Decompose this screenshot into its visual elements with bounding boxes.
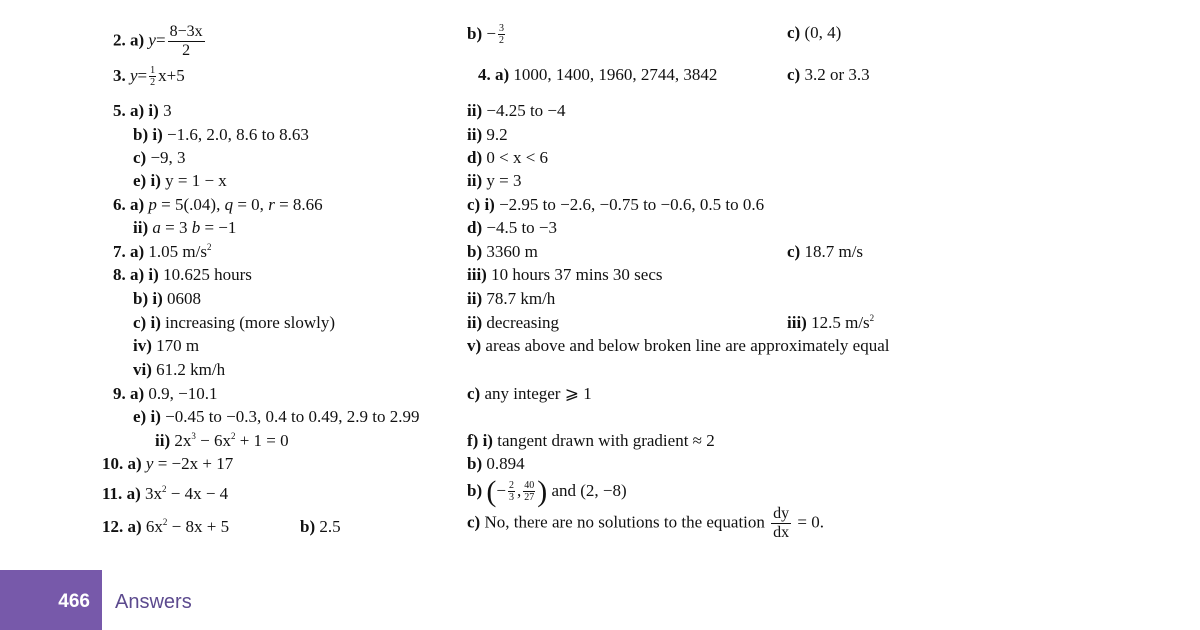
q5-a-ii: ii) −4.25 to −4 — [467, 101, 566, 120]
q8-c-iii: iii) 12.5 $m/s^2$ — [787, 313, 875, 332]
q8-c-i: c) i) increasing (more slowly) — [133, 313, 336, 332]
q5-d: d) 0 < x < 6 — [467, 148, 549, 167]
fraction: $\frac{8-3x}{2}$ — [169, 23, 203, 59]
q8-c-vi: vi) 61.2 km/h — [133, 360, 226, 379]
section-title: Answers — [115, 591, 192, 613]
q5-b-ii: ii) 9.2 — [467, 125, 508, 144]
fraction: $\frac{1}{2}$ — [150, 65, 156, 88]
q2-part-c: c) (0, 4) — [787, 23, 842, 42]
q6-a: 6. a) p = 5(.04), q = 0, r = 8.66 — [113, 195, 323, 214]
q5-b-i: b) i) −1.6, 2.0, 8.6 to 8.63 — [133, 125, 309, 144]
q8-b-ii: ii) 78.7 km/h — [467, 289, 556, 308]
q8-c-v: v) areas above and below broken line are approximately equal — [467, 336, 890, 355]
q12-b: b) 2.5 — [300, 517, 341, 536]
page-number: 466 — [58, 591, 90, 612]
q5-e-i: e) i) y = 1 − x — [133, 171, 227, 190]
q5-c: c) −9, 3 — [133, 148, 186, 167]
q2-part-b: b) − $\frac{3}{2}$ — [467, 23, 504, 46]
q2-part-a: 2. a) y= $\frac{8-3x}{2}$ — [113, 23, 203, 59]
q11-b: b) (− $\frac{2}{3}$ , $\frac{40}{27}$ ) and (2, −8) — [467, 475, 627, 508]
q8-a-iii: iii) 10 hours 37 mins 30 secs — [467, 265, 663, 284]
q9-f-i: f) i) tangent drawn with gradient ≈ 2 — [467, 431, 715, 450]
fraction: $\frac{3}{2}$ — [498, 23, 504, 46]
q3-answer: 3. y= $\frac{1}{2}$ x+5 — [113, 65, 185, 88]
q6-c-i: c) i) −2.95 to −2.6, −0.75 to −0.6, 0.5 to 0.6 — [467, 195, 765, 214]
q9-e-i: e) i) −0.45 to −0.3, 0.4 to 0.49, 2.9 to 2.99 — [133, 407, 420, 426]
q12-a: 12. a) $6x^2 - 8x + 5$ — [102, 517, 230, 536]
q5-e-ii: ii) y = 3 — [467, 171, 522, 190]
q6-d: d) −4.5 to −3 — [467, 218, 558, 237]
q5-a-i: 5. a) i) 3 — [113, 101, 172, 120]
q9-a: 9. a) 0.9, −10.1 — [113, 384, 218, 403]
q9-c: c) any integer ⩾ 1 — [467, 384, 592, 403]
fraction: $\frac{dy}{dx}$ — [773, 505, 790, 541]
q8-c-ii: ii) decreasing — [467, 313, 560, 332]
fraction: $\frac{40}{27}$ — [524, 480, 535, 503]
q11-a: 11. a) $3x^2 - 4x - 4$ — [102, 484, 229, 503]
q9-e-ii: ii) $2x^3 - 6x^2 + 1 = 0$ — [155, 431, 289, 450]
q10-a: 10. a) y = −2x + 17 — [102, 454, 234, 473]
q7-c: c) 18.7 m/s — [787, 242, 864, 261]
q10-b: b) 0.894 — [467, 454, 525, 473]
q7-a: 7. a) 1.05 $m/s^2$ — [113, 242, 212, 261]
q8-c-iv: iv) 170 m — [133, 336, 200, 355]
q6-a-ii: ii) a = 3 b = −1 — [133, 218, 237, 237]
fraction: $\frac{2}{3}$ — [508, 480, 514, 503]
q8-b-i: b) i) 0608 — [133, 289, 202, 308]
q7-b: b) 3360 m — [467, 242, 538, 261]
q12-c: c) No, there are no solutions to the equation $\frac{dy}{dx}$ = 0. — [467, 505, 824, 541]
q4-part-c: c) 3.2 or 3.3 — [787, 65, 870, 84]
q4-part-a: 4. a) 1000, 1400, 1960, 2744, 3842 — [478, 65, 718, 84]
q8-a-i: 8. a) i) 10.625 hours — [113, 265, 252, 284]
